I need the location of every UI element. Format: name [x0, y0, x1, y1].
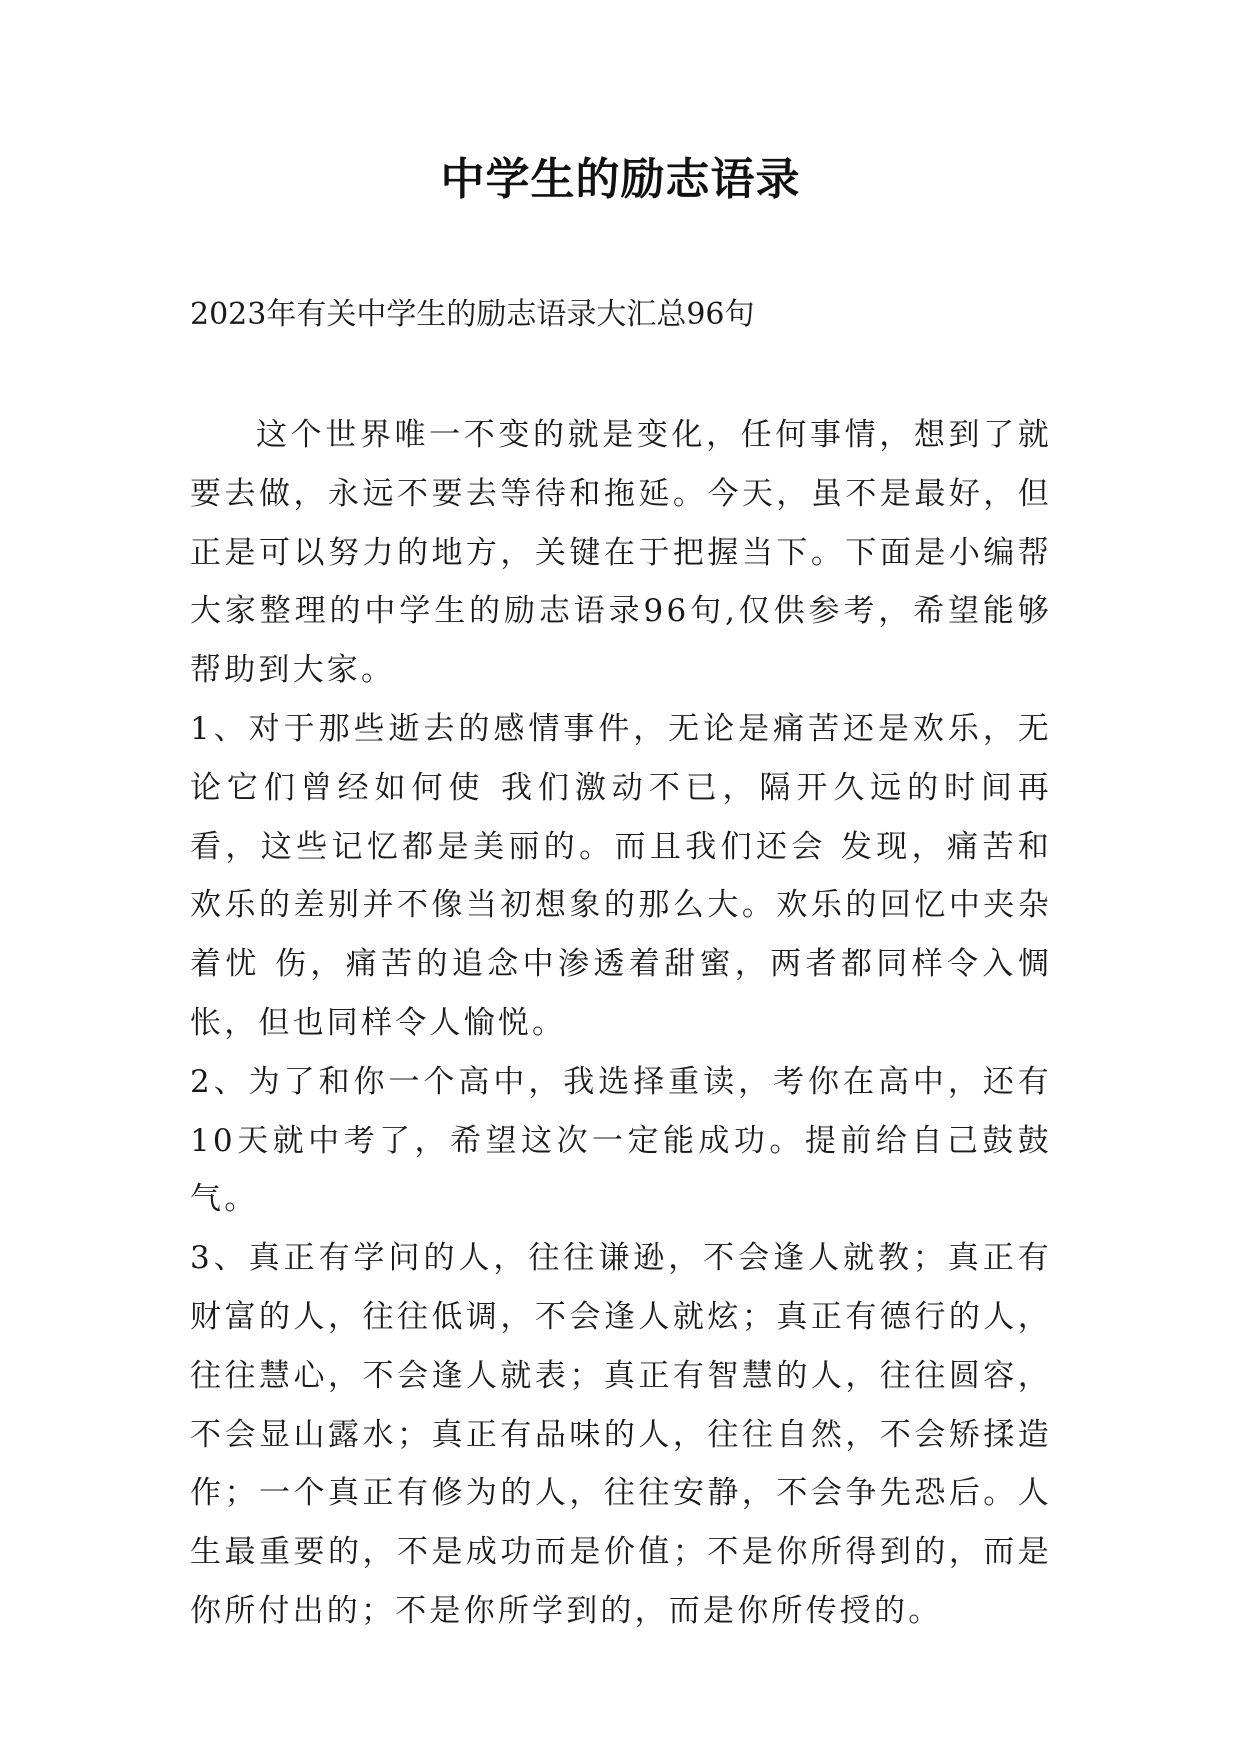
intro-paragraph: 这个世界唯一不变的就是变化，任何事情，想到了就要去做，永远不要去等待和拖延。今天，虽不是最好，但正是可以努力的地方，关键在于把握当下。下面是小编帮大家整理的中学生的励志语录96句,仅供参考，希望能够帮助到大家。 — [190, 417, 1052, 689]
document-subtitle: 2023年有关中学生的励志语录大汇总96句 — [190, 297, 755, 332]
quote-item-2: 2、为了和你一个高中，我选择重读，考你在高中，还有10天就中考了，希望这次一定能成功。提前给自己鼓鼓气。 — [190, 1063, 1052, 1218]
document-title: 中学生的励志语录 — [440, 154, 801, 205]
quote-item-1: 1、对于那些逝去的感情事件，无论是痛苦还是欢乐，无论它们曾经如何使 我们激动不已，隔开久远的时间再看，这些记忆都是美丽的。而且我们还会 发现，痛苦和欢乐的差别并不像当初想象的那么大。欢乐的回忆中夹杂着忧 伤，痛苦的追念中渗透着甜蜜，两者都同样令入惆怅，但也同样令人愉悦。 — [190, 710, 1052, 1041]
document-body — [190, 406, 1052, 1641]
quote-item-3: 3、真正有学问的人，往往谦逊，不会逢人就教；真正有财富的人，往往低调，不会逢人就炫；真正有德行的人，往往慧心，不会逢人就表；真正有智慧的人，往往圆容，不会显山露水；真正有品味的人，往往自然，不会矫揉造作；一个真正有修为的人，往往安静，不会争先恐后。人生最重要的，不是成功而是价值；不是你所得到的，而是你所付出的；不是你所学到的，而是你所传授的。 — [190, 1240, 1052, 1629]
